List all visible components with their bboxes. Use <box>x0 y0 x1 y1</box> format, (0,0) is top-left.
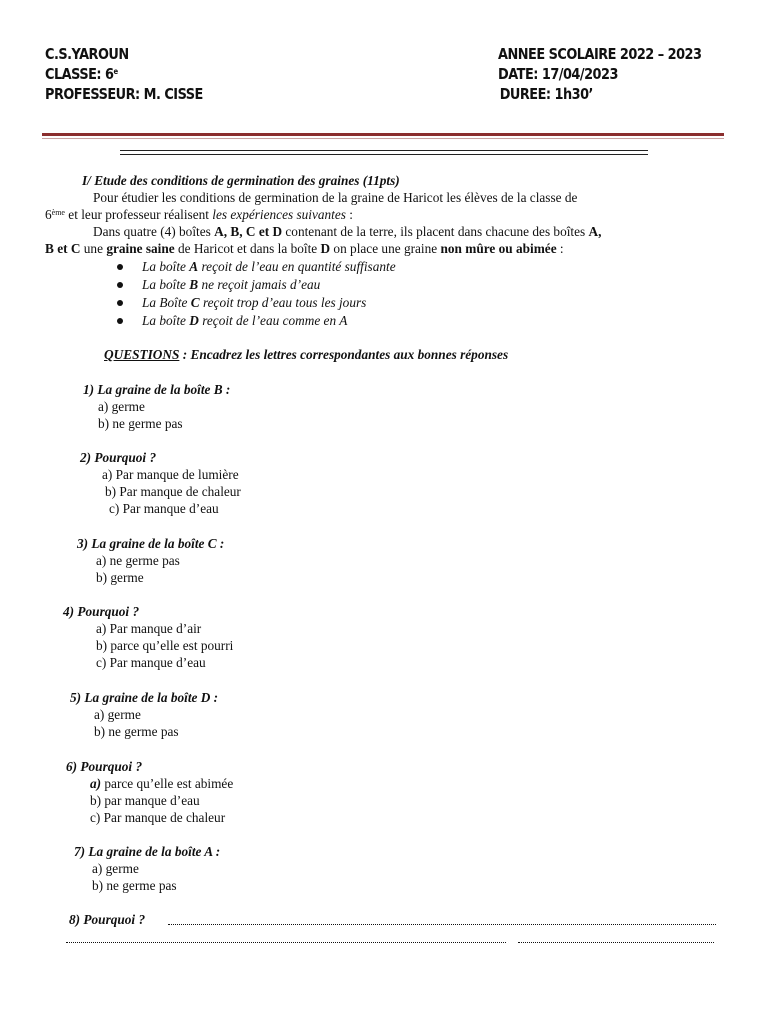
question-7-title: 7) La graine de la boîte A : <box>74 844 221 859</box>
question-6-option-b: b) par manque d’eau <box>90 793 200 808</box>
answer-line-3 <box>518 942 714 943</box>
exam-duration: DUREE: 1h30’ <box>499 85 593 103</box>
question-7-option-a: a) germe <box>92 861 139 876</box>
title-rule-top <box>120 150 648 151</box>
question-3-option-b: b) germe <box>96 570 144 585</box>
question-4-option-b: b) parce qu’elle est pourri <box>96 638 234 653</box>
intro-line-3: Dans quatre (4) boîtes A, B, C et D contenant de la terre, ils placent dans chacune des boîtes A, <box>93 224 602 239</box>
bullet-item: La boîte A reçoit de l’eau en quantité suffisante <box>142 259 396 274</box>
question-6-title: 6) Pourquoi ? <box>66 759 143 774</box>
bullet-icon <box>117 282 123 288</box>
intro-line-1: Pour étudier les conditions de germination de la graine de Haricot les élèves de la classe de <box>93 190 578 205</box>
questions-heading: QUESTIONS : Encadrez les lettres correspondantes aux bonnes réponses <box>104 347 509 362</box>
question-8-title: 8) Pourquoi ? <box>69 912 146 927</box>
answer-line-2 <box>66 942 506 943</box>
question-3-title: 3) La graine de la boîte C : <box>77 536 225 551</box>
section-title: I/ Etude des conditions de germination des graines (11pts) <box>82 173 400 188</box>
question-5-option-b: b) ne germe pas <box>94 724 179 739</box>
question-1-option-a: a) germe <box>98 399 145 414</box>
answer-line-1 <box>168 924 716 925</box>
intro-line-4: B et C une graine saine de Haricot et dans la boîte D on place une graine non mûre ou abimée : <box>45 241 564 256</box>
question-6-option-a: a) parce qu’elle est abimée <box>90 776 234 791</box>
bullet-icon <box>117 300 123 306</box>
question-4-title: 4) Pourquoi ? <box>63 604 140 619</box>
exam-date: DATE: 17/04/2023 <box>498 65 618 83</box>
header-rule <box>42 133 724 136</box>
teacher-label: PROFESSEUR: M. CISSE <box>45 85 203 103</box>
question-1-title: 1) La graine de la boîte B : <box>83 382 231 397</box>
title-rule-bottom <box>120 154 648 155</box>
class-label: CLASSE: 6e <box>45 65 118 83</box>
header-right <box>498 44 701 104</box>
question-4-option-c: c) Par manque d’eau <box>96 655 206 670</box>
school-name: C.S.YAROUN <box>45 45 129 63</box>
bullet-item: La Boîte C reçoit trop d’eau tous les jours <box>142 295 367 310</box>
question-4-option-a: a) Par manque d’air <box>96 621 202 636</box>
question-5-option-a: a) germe <box>94 707 141 722</box>
intro-line-2: 6ème et leur professeur réalisent les expériences suivantes : <box>45 207 353 222</box>
school-year: ANNEE SCOLAIRE 2022 – 2023 <box>498 45 702 63</box>
question-3-option-a: a) ne germe pas <box>96 553 180 568</box>
header-rule-thin <box>42 138 724 139</box>
bullet-item: La boîte D reçoit de l’eau comme en A <box>142 313 348 328</box>
question-2-option-a: a) Par manque de lumière <box>102 467 239 482</box>
question-1-option-b: b) ne germe pas <box>98 416 183 431</box>
question-6-option-c: c) Par manque de chaleur <box>90 810 226 825</box>
question-7-option-b: b) ne germe pas <box>92 878 177 893</box>
bullet-item: La boîte B ne reçoit jamais d’eau <box>142 277 321 292</box>
bullet-icon <box>117 318 123 324</box>
question-2-option-c: c) Par manque d’eau <box>109 501 219 516</box>
bullet-icon <box>117 264 123 270</box>
question-5-title: 5) La graine de la boîte D : <box>70 690 219 705</box>
question-2-option-b: b) Par manque de chaleur <box>105 484 241 499</box>
question-2-title: 2) Pourquoi ? <box>80 450 157 465</box>
header-left <box>45 44 203 104</box>
